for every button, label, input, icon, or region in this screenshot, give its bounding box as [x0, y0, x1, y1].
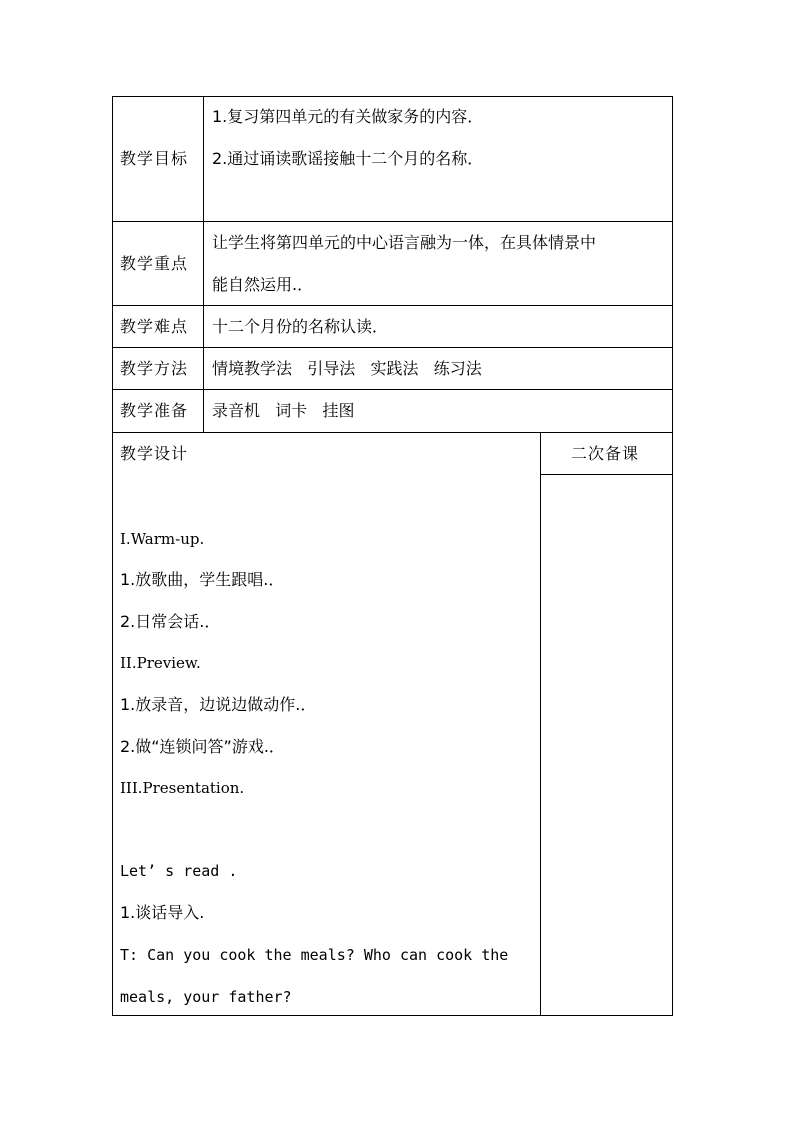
design-main-cell: [112, 432, 541, 1016]
design-line-lets-read: Let’ s read .: [120, 862, 238, 880]
design-line-intro: 1.谈话导入.: [120, 903, 205, 922]
preparation-label: 教学准备: [120, 401, 189, 420]
design-side-header: 二次备课: [571, 444, 640, 463]
design-line-teacher-1: T: Can you cook the meals? Who can cook the: [120, 946, 509, 964]
preparation-line-1: 录音机 词卡 挂图: [212, 401, 355, 420]
design-side-body-cell: [540, 474, 673, 1016]
design-line-dialogue: 2.日常会话.．: [120, 612, 221, 631]
difficulties-label: 教学难点: [120, 317, 189, 336]
methods-label: 教学方法: [120, 359, 189, 378]
objectives-line-1: 1.复习第四单元的有关做家务的内容．: [212, 107, 484, 126]
key-points-label: 教学重点: [120, 254, 189, 273]
design-line-song: 1.放歌曲，学生跟唱.．: [120, 570, 285, 589]
key-points-line-1: 让学生将第四单元的中心语言融为一体，在具体情景中: [212, 233, 597, 252]
design-line-presentation: III.Presentation.: [120, 779, 245, 797]
design-line-preview: II.Preview.: [120, 654, 201, 672]
key-points-line-2: 能自然运用.．: [212, 275, 314, 294]
objectives-label: 教学目标: [120, 149, 189, 168]
methods-line-1: 情境教学法 引导法 实践法 练习法: [212, 359, 482, 378]
design-header: 教学设计: [120, 444, 189, 463]
objectives-line-2: 2.通过诵读歌谣接触十二个月的名称．: [212, 149, 484, 168]
design-line-game: 2.做“连锁问答”游戏.．: [120, 737, 285, 756]
design-line-teacher-2: meals, your father?: [120, 988, 292, 1006]
difficulties-line-1: 十二个月份的名称认读．: [212, 317, 389, 336]
design-line-recording: 1.放录音，边说边做动作.．: [120, 695, 317, 714]
design-line-warmup: I.Warm-up.: [120, 530, 205, 548]
